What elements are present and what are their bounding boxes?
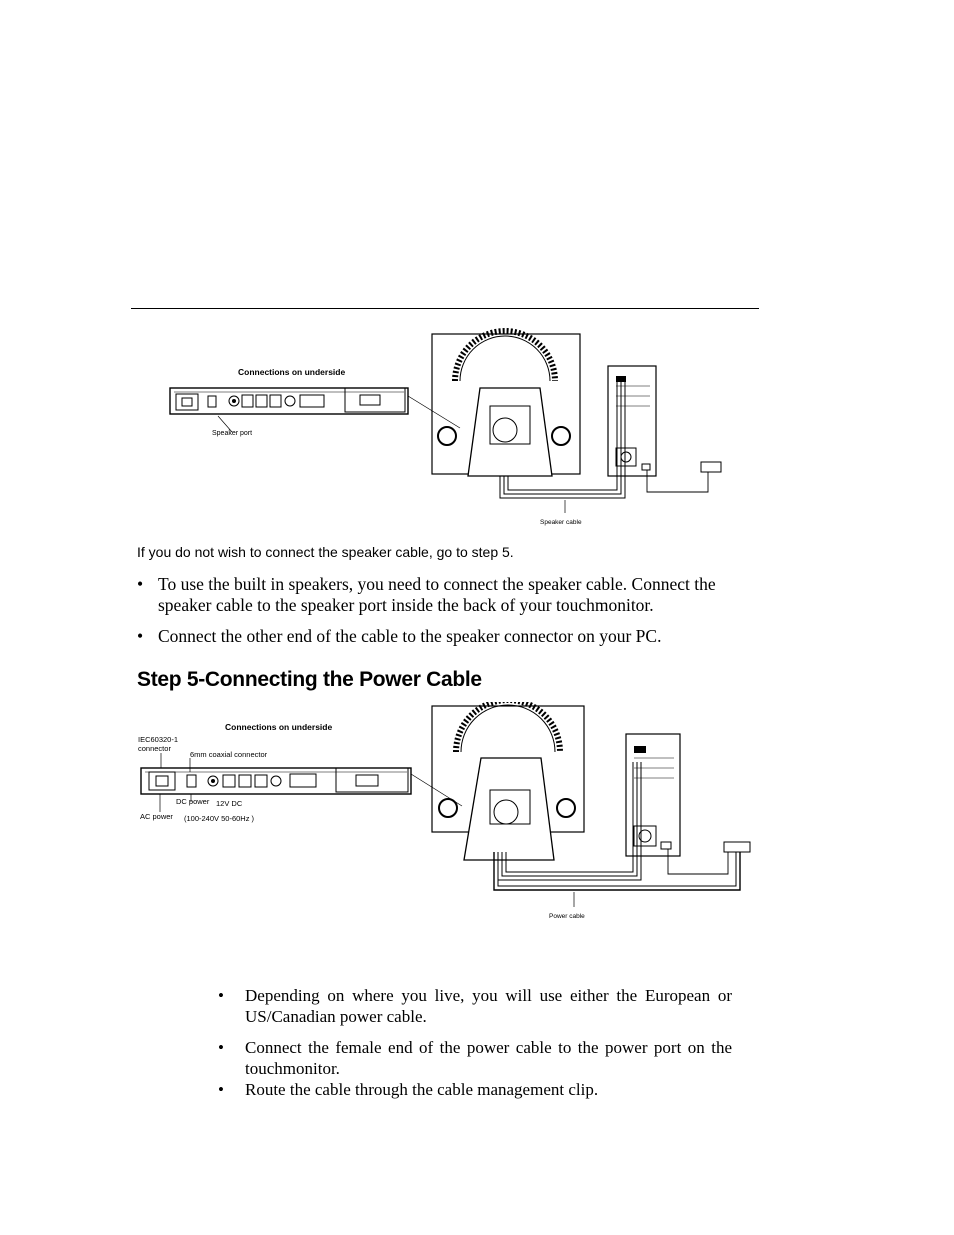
diagram-title: Connections on underside — [225, 722, 333, 732]
iec-label: IEC60320-1 — [138, 735, 179, 744]
header-rule — [131, 308, 759, 309]
speaker-port-label: Speaker port — [212, 430, 253, 437]
coax-connector-label: 6mm coaxial connector — [190, 750, 268, 759]
list-item: • Route the cable through the cable management clip. — [218, 1080, 599, 1099]
speaker-connection-diagram — [160, 326, 760, 531]
ac-voltage-label: (100-240V 50-60Hz ) — [184, 814, 255, 823]
ac-power-label: AC power — [140, 812, 173, 821]
dc-voltage-label: 12V DC — [216, 799, 243, 808]
dc-power-label: DC power — [176, 797, 210, 806]
skip-note: If you do not wish to connect the speaker cable, go to step 5. — [137, 544, 514, 560]
iec-connector-label: connector — [138, 744, 171, 753]
list-item: • To use the built in speakers, you need to connect the speaker cable. Connect the speaker cable to the speaker port inside the back of your touchmonitor. — [137, 574, 716, 615]
list-item: • Depending on where you live, you will use either the European or US/Canadian power cable. — [218, 986, 732, 1026]
power-instructions-list — [218, 985, 732, 1100]
speaker-instructions-list — [137, 574, 757, 647]
diagram-title: Connections on underside — [238, 367, 346, 377]
power-connection-diagram — [136, 702, 760, 922]
power-cable-label: Power cable — [549, 913, 585, 920]
list-item: • Connect the other end of the cable to the speaker connector on your PC. — [137, 626, 662, 646]
list-item: • Connect the female end of the power cable to the power port on the touchmonitor. — [218, 1038, 732, 1078]
speaker-cable-label: Speaker cable — [540, 519, 582, 526]
step5-heading: Step 5-Connecting the Power Cable — [137, 668, 482, 691]
